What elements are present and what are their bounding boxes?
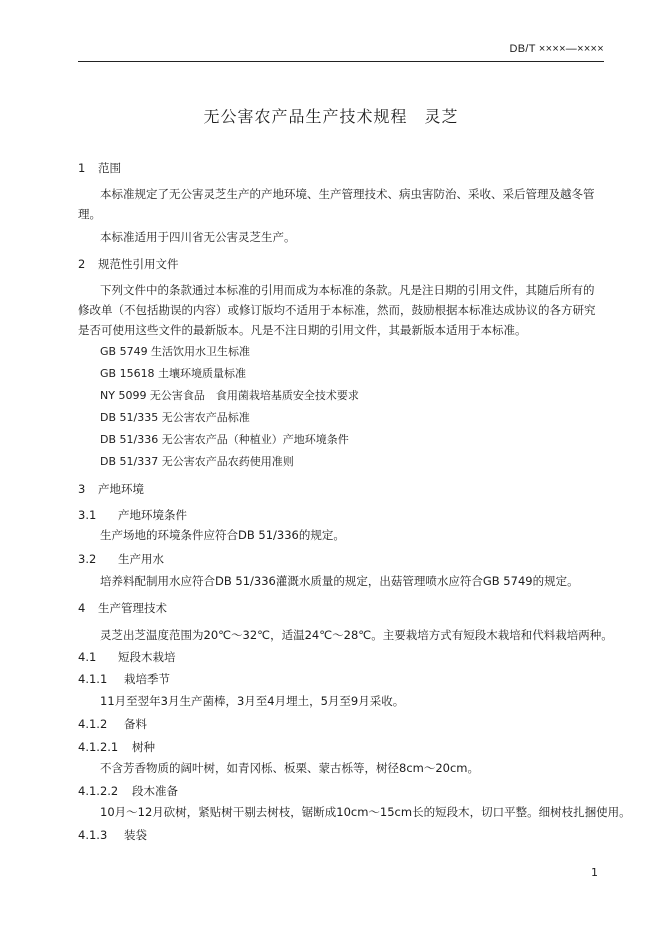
section-4-1-2-2-text: 10月～12月砍树，紧贴树干剔去树枝，锯断成10cm～15cm长的短段木，切口平整。细树枝扎捆使用。 [100, 805, 631, 819]
section-1-paragraph-1-line-2: 理。 [78, 207, 101, 221]
section-2-paragraph-line-1: 下列文件中的条款通过本标准的引用而成为本标准的条款。凡是注日期的引用文件，其随后所有的 [100, 283, 595, 297]
document-title: 无公害农产品生产技术规程 灵芝 [203, 107, 459, 126]
section-4-1-2-2-heading: 4.1.2.2 段木准备 [78, 784, 178, 798]
section-3-2-heading: 3.2 生产用水 [78, 552, 164, 566]
reference-item: DB 51/337 无公害农产品农药使用准则 [100, 455, 294, 468]
section-1-paragraph-2: 本标准适用于四川省无公害灵芝生产。 [100, 230, 296, 244]
section-4-1-2-1-text: 不含芳香物质的阔叶树，如青冈栎、板栗、蒙古栎等，树径8cm～20cm。 [100, 761, 479, 775]
section-3-1-text: 生产场地的环境条件应符合DB 51/336的规定。 [100, 528, 345, 542]
section-4-heading: 4 生产管理技术 [78, 601, 167, 615]
section-1-heading: 1 范围 [78, 161, 121, 175]
section-2-heading: 2 规范性引用文件 [78, 257, 179, 271]
section-4-intro: 灵芝出芝温度范围为20℃～32℃，适温24℃～28℃。主要栽培方式有短段木栽培和代料栽培两种。 [100, 628, 613, 642]
section-4-1-1-heading: 4.1.1 栽培季节 [78, 672, 170, 686]
reference-item: GB 5749 生活饮用水卫生标准 [100, 345, 251, 358]
section-4-1-2-1-heading: 4.1.2.1 树种 [78, 740, 155, 754]
section-3-1-heading: 3.1 产地环境条件 [78, 508, 187, 522]
section-3-2-text: 培养料配制用水应符合DB 51/336灌溉水质量的规定，出菇管理喷水应符合GB 5749的规定。 [100, 574, 579, 588]
reference-item: NY 5099 无公害食品 食用菌栽培基质安全技术要求 [100, 389, 359, 402]
header-rule [78, 61, 604, 62]
reference-item: DB 51/336 无公害农产品（种植业）产地环境条件 [100, 433, 349, 446]
page-number: 1 [591, 866, 598, 879]
section-4-1-heading: 4.1 短段木栽培 [78, 650, 176, 664]
section-4-1-3-heading: 4.1.3 装袋 [78, 828, 147, 842]
standard-code: DB/T ××××—×××× [509, 43, 604, 55]
section-4-1-2-heading: 4.1.2 备料 [78, 717, 147, 731]
reference-item: DB 51/335 无公害农产品标准 [100, 411, 250, 424]
section-2-paragraph-line-2: 修改单（不包括勘误的内容）或修订版均不适用于本标准，然而，鼓励根据本标准达成协议的各方研究 [78, 303, 596, 317]
section-1-paragraph-1-line-1: 本标准规定了无公害灵芝生产的产地环境、生产管理技术、病虫害防治、采收、采后管理及越冬管 [100, 187, 595, 201]
reference-item: GB 15618 土壤环境质量标准 [100, 367, 247, 380]
section-4-1-1-text: 11月至翌年3月生产菌棒，3月至4月埋土，5月至9月采收。 [100, 694, 405, 708]
section-2-paragraph-line-3: 是否可使用这些文件的最新版本。凡是不注日期的引用文件，其最新版本适用于本标准。 [78, 323, 527, 337]
section-3-heading: 3 产地环境 [78, 482, 144, 496]
